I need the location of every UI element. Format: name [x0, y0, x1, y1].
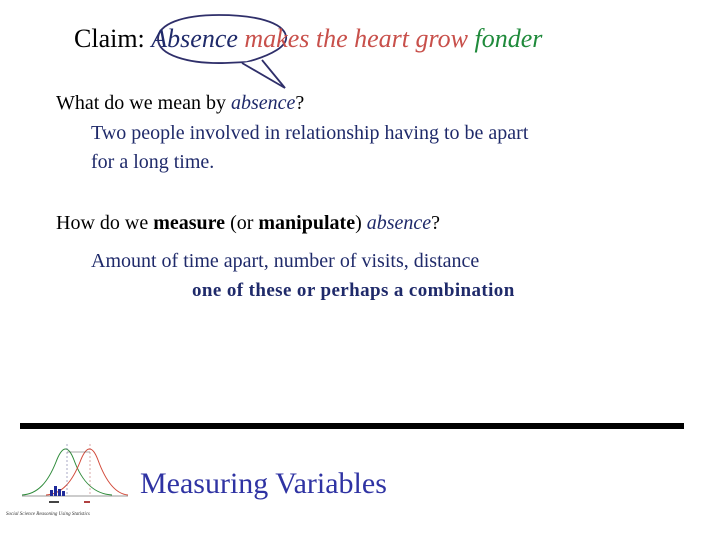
question-1-suffix: ? [295, 92, 305, 114]
question-1-term: absence [230, 92, 296, 114]
footer-title: Measuring Variables [140, 467, 387, 500]
question-2-suffix: ? [431, 212, 441, 234]
question-2-part-2: (or [225, 212, 259, 234]
question-2-part-3: ) [355, 212, 367, 234]
footer-divider [20, 423, 684, 429]
title-middle-phrase: makes the heart grow [237, 24, 475, 53]
question-2-term: absence [366, 212, 432, 234]
question-2-measure: measure [153, 212, 226, 234]
slide-title [74, 22, 542, 56]
title-word-absence: Absence [151, 24, 238, 53]
normal-distribution-chart-icon [16, 430, 134, 512]
footer-caption: Social Science Reasoning Using Statistics [6, 512, 90, 517]
question-2-part-1: How do we [56, 212, 154, 234]
claim-label: Claim: [74, 24, 152, 53]
answer-1-line-2: for a long time. [91, 151, 215, 173]
answer-1-line-1: Two people involved in relationship having to be apart [91, 122, 529, 144]
answer-2-line-2: one of these or perhaps a combination [192, 280, 515, 301]
question-1-prefix: What do we mean by [56, 92, 231, 114]
title-word-fonder: fonder [474, 24, 543, 53]
question-1 [56, 92, 304, 115]
question-2 [56, 212, 440, 235]
answer-2-line-1: Amount of time apart, number of visits, distance [91, 250, 480, 272]
question-2-manipulate: manipulate [258, 212, 356, 234]
